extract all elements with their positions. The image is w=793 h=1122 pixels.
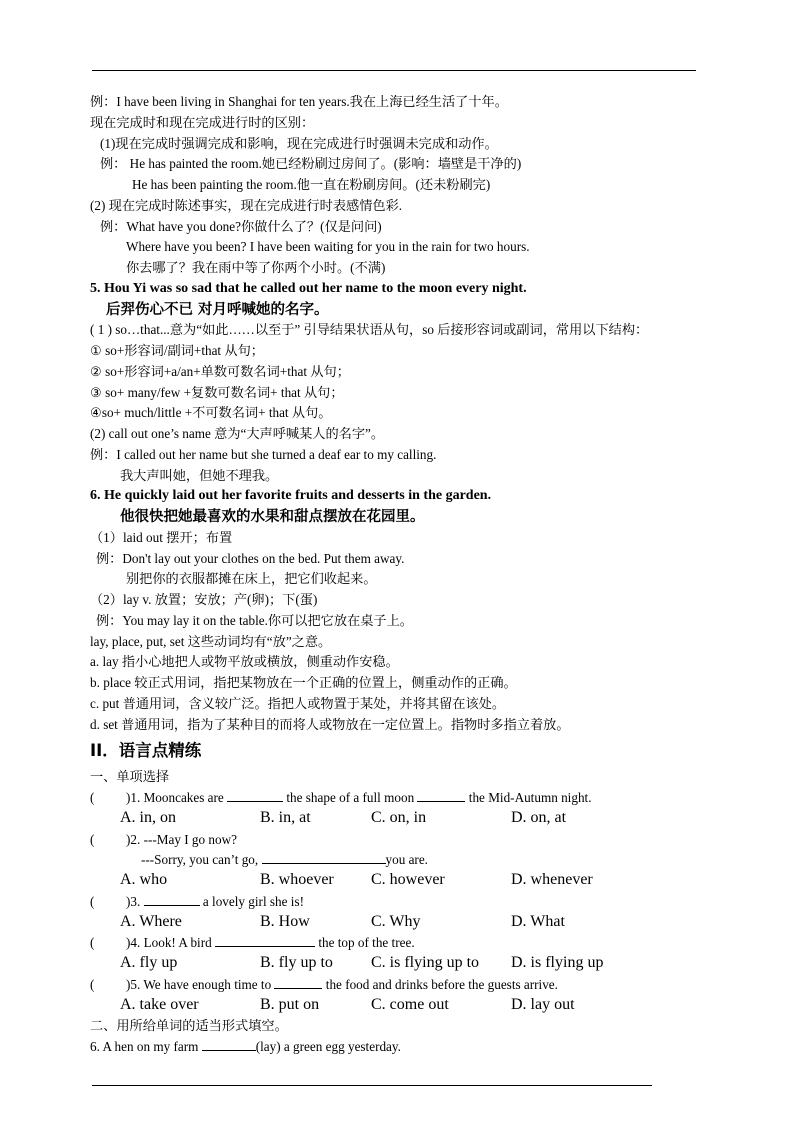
option-a[interactable]: A. take over — [120, 995, 199, 1013]
heading-6-translation: 他很快把她最喜欢的水果和甜点摆放在花园里。 — [120, 509, 425, 525]
option-c[interactable]: C. on, in — [371, 808, 427, 826]
text-line: b. place 较正式用词，指把某物放在一个正确的位置上，侧重动作的正确。 — [90, 675, 517, 690]
text-line: d. set 普通用词，指为了某种目的而将人或物放在一定位置上。指物时多指立着放。 — [90, 716, 570, 732]
question-1: ( )1. Mooncakes are the shape of a full moon the Mid-Autumn night. — [90, 790, 592, 805]
text-line: He has been painting the room.他一直在粉刷房间。(还未粉刷完) — [132, 177, 491, 192]
option-d[interactable]: D. lay out — [511, 995, 575, 1013]
answer-blank[interactable] — [227, 789, 283, 802]
text-line: 例：I have been living in Shanghai for ten years.我在上海已经生活了十年。 — [90, 94, 508, 109]
option-b[interactable]: B. How — [260, 912, 310, 930]
text-line: ② so+形容词+a/an+单数可数名词+that 从句； — [90, 363, 350, 379]
text-line: a. lay 指小心地把人或物平放或横放，侧重动作安稳。 — [90, 654, 399, 670]
text-line: ④so+ much/little +不可数名词+ that 从句。 — [90, 405, 332, 421]
heading-5-translation: 后羿伤心不已 对月呼喊她的名字。 — [106, 301, 329, 318]
answer-blank[interactable] — [202, 1038, 256, 1051]
option-b[interactable]: B. whoever — [260, 871, 334, 888]
question-2-line-2: ---Sorry, you can’t go, you are. — [141, 852, 428, 868]
text-line: 现在完成时和现在完成进行时的区别： — [90, 114, 315, 130]
text-line: ( 1 ) so…that...意为“如此……以至于” 引导结果状语从句，so 后接形容词或副词，常用以下结构： — [90, 322, 649, 338]
options-row — [90, 996, 705, 1017]
option-a[interactable]: A. Where — [120, 912, 182, 930]
answer-blank[interactable] — [262, 851, 386, 864]
option-c[interactable]: C. however — [371, 871, 445, 888]
option-d[interactable]: D. on, at — [511, 808, 567, 826]
option-c[interactable]: C. is flying up to — [371, 954, 480, 971]
text-line: ① so+形容词/副词+that 从句； — [90, 343, 264, 358]
header-rule — [92, 70, 696, 71]
option-d[interactable]: D. whenever — [511, 871, 593, 888]
option-c[interactable]: C. come out — [371, 995, 449, 1013]
text-line: 例：You may lay it on the table.你可以把它放在桌子上。 — [96, 612, 413, 628]
text-line: 我大声叫她，但她不理我。 — [120, 467, 279, 483]
answer-blank[interactable] — [144, 893, 200, 906]
text-line: 例：What have you done?你做什么了？(仅是问问) — [100, 218, 382, 234]
answer-blank[interactable] — [215, 934, 315, 947]
part-title: 二、用所给单词的适当形式填空。 — [90, 1018, 288, 1034]
options-row — [90, 809, 705, 830]
text-line: 你去哪了？我在雨中等了你两个小时。(不满) — [126, 260, 386, 275]
question-5: ( )5. We have enough time to the food and drinks before the guests arrive. — [90, 976, 558, 992]
fill-question-6: 6. A hen on my farm (lay) a green egg yesterday. — [90, 1039, 401, 1054]
option-a[interactable]: A. fly up — [120, 954, 178, 971]
option-b[interactable]: B. put on — [260, 995, 320, 1013]
answer-blank[interactable] — [417, 789, 465, 802]
text-line: (2) call out one’s name 意为“大声呼喊某人的名字”。 — [90, 426, 385, 441]
option-a[interactable]: A. in, on — [120, 808, 176, 826]
text-line: 别把你的衣服都摊在床上，把它们收起来。 — [126, 571, 377, 587]
options-row — [90, 954, 705, 975]
text-line: c. put 普通用词，含义较广泛。指把人或物置于某处，并将其留在该处。 — [90, 695, 506, 711]
text-line: ③ so+ many/few +复数可数名词+ that 从句； — [90, 384, 344, 400]
question-4: ( )4. Look! A bird the top of the tree. — [90, 935, 415, 951]
heading-5: 5. Hou Yi was so sad that he called out her name to the moon every night. — [90, 280, 527, 296]
text-line: （1）laid out 摆开；布置 — [90, 529, 233, 545]
text-line: 例：Don't lay out your clothes on the bed. Put them away. — [96, 550, 405, 566]
option-a[interactable]: A. who — [120, 871, 168, 888]
option-b[interactable]: B. in, at — [260, 808, 311, 826]
section-title: II．语言点精练 — [90, 741, 202, 761]
text-line: 例：I called out her name but she turned a deaf ear to my calling. — [90, 446, 437, 462]
heading-6: 6. He quickly laid out her favorite fruits and desserts in the garden. — [90, 488, 492, 504]
question-3: ( )3. a lovely girl she is! — [90, 893, 304, 909]
text-line: （2）lay v. 放置；安放；产(卵)；下(蛋) — [90, 592, 318, 607]
text-line: 例： He has painted the room.她已经粉刷过房间了。(影响：墙壁是干净的) — [100, 156, 522, 172]
option-d[interactable]: D. What — [511, 912, 565, 930]
part-title: 一、单项选择 — [90, 769, 170, 785]
answer-blank[interactable] — [274, 976, 322, 989]
options-row — [90, 913, 705, 934]
option-d[interactable]: D. is flying up — [511, 954, 604, 971]
text-line: lay, place, put, set 这些动词均有“放”之意。 — [90, 633, 332, 649]
footer-rule — [92, 1085, 652, 1086]
text-line: Where have you been? I have been waiting for you in the rain for two hours. — [126, 239, 530, 255]
option-b[interactable]: B. fly up to — [260, 954, 333, 971]
document-body — [90, 92, 705, 1058]
question-2: ( )2. ---May I go now? — [90, 831, 237, 847]
options-row — [90, 871, 705, 892]
option-c[interactable]: C. Why — [371, 912, 421, 930]
text-line: (2) 现在完成时陈述事实，现在完成进行时表感情色彩. — [90, 197, 403, 213]
text-line: (1)现在完成时强调完成和影响，现在完成进行时强调未完成和动作。 — [100, 135, 498, 151]
